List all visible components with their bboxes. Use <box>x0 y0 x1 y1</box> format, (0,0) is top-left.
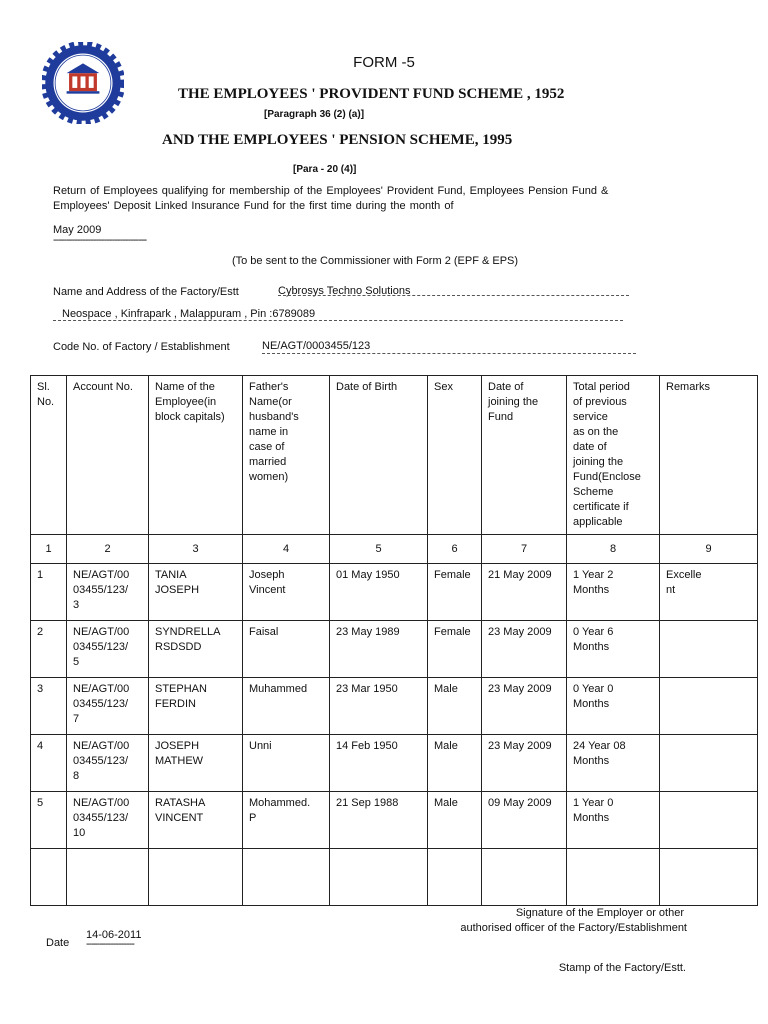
table-cell <box>330 678 428 735</box>
cell-text: Male <box>434 797 458 809</box>
table-cell <box>482 792 567 849</box>
cell-text: NE/AGT/00 03455/123/ 8 <box>73 740 130 782</box>
header-text: Date of joining the Fund <box>488 381 539 423</box>
table-cell <box>428 678 482 735</box>
table-cell <box>31 564 67 621</box>
cell-text: 3 <box>37 683 44 695</box>
stamp-caption: Stamp of the Factory/Estt. <box>558 962 686 974</box>
table-cell <box>482 678 567 735</box>
empty-cell <box>567 849 660 906</box>
table-cell <box>243 678 330 735</box>
column-number: 6 <box>428 535 482 564</box>
cell-text: STEPHAN FERDIN <box>155 683 207 710</box>
cell-text: 24 Year 08 Months <box>573 740 626 767</box>
cell-text: 01 May 1950 <box>336 569 400 581</box>
cell-text: 23 May 2009 <box>488 740 552 752</box>
scheme-title-eps: AND THE EMPLOYEES ' PENSION SCHEME, 1995 <box>162 132 513 148</box>
date-label: Date <box>46 937 70 949</box>
cell-text: RATASHA VINCENT <box>155 797 206 824</box>
table-cell <box>149 792 243 849</box>
table-cell <box>67 792 149 849</box>
table-cell <box>567 621 660 678</box>
cell-text: JOSEPH MATHEW <box>155 740 204 767</box>
table-cell <box>330 735 428 792</box>
column-number: 3 <box>149 535 243 564</box>
header-text: Sl. No. <box>37 381 55 408</box>
header-cell <box>482 376 567 535</box>
table-cell <box>428 564 482 621</box>
empty-cell <box>428 849 482 906</box>
table-cell <box>482 735 567 792</box>
column-number: 7 <box>482 535 567 564</box>
cell-text: Male <box>434 683 458 695</box>
empty-cell <box>31 849 67 906</box>
empty-cell <box>660 849 758 906</box>
cell-text: 21 May 2009 <box>488 569 552 581</box>
empty-cell <box>243 849 330 906</box>
cell-text: Female <box>434 569 471 581</box>
header-cell <box>428 376 482 535</box>
header-text: Total period of previous service as on the date of joining the Fund(Enclose Scheme certificate if applicable <box>573 381 641 528</box>
cell-text: Excelle nt <box>666 569 702 596</box>
table-row <box>31 621 758 678</box>
table-cell <box>243 621 330 678</box>
return-month: May 2009 <box>53 224 102 236</box>
column-number-row <box>31 535 758 564</box>
return-description: Return of Employees qualifying for membership of the Employees' Provident Fund, Employees Pension Fund & Employees' Deposit Linked Insurance Fund for the first time during the month of <box>53 185 609 212</box>
table-empty-row <box>31 849 758 906</box>
cell-text: Joseph Vincent <box>249 569 286 596</box>
table-cell <box>428 792 482 849</box>
column-number: 1 <box>31 535 67 564</box>
empty-cell <box>149 849 243 906</box>
table-cell <box>482 564 567 621</box>
table-row <box>31 564 758 621</box>
establishment-code-label: Code No. of Factory / Establishment <box>53 341 230 353</box>
cell-text: 1 <box>37 569 44 581</box>
date-value: 14-06-2011 <box>86 929 142 941</box>
signature-caption-line2: authorised officer of the Factory/Establishment <box>460 922 687 934</box>
month-underline: ----------------------------------- <box>53 234 147 246</box>
table-cell <box>567 678 660 735</box>
cell-text: 1 Year 0 Months <box>573 797 614 824</box>
header-cell <box>149 376 243 535</box>
column-number: 2 <box>67 535 149 564</box>
header-text: Sex <box>434 381 453 393</box>
cell-text: 2 <box>37 626 44 638</box>
header-cell <box>567 376 660 535</box>
table-cell <box>31 678 67 735</box>
cell-text: NE/AGT/00 03455/123/ 3 <box>73 569 130 611</box>
factory-address-value: Neospace , Kinfrapark , Malappuram , Pin :6789089 <box>62 308 316 320</box>
column-number: 4 <box>243 535 330 564</box>
cell-text: Mohammed. P <box>249 797 311 824</box>
cell-text: NE/AGT/00 03455/123/ 5 <box>73 626 130 668</box>
table-cell <box>330 792 428 849</box>
table-cell <box>660 792 758 849</box>
cell-text: 0 Year 6 Months <box>573 626 614 653</box>
cell-text: Faisal <box>249 626 279 638</box>
form-number: FORM -5 <box>353 54 415 71</box>
table-cell <box>428 621 482 678</box>
paragraph-reference-epf: [Paragraph 36 (2) (a)] <box>264 109 365 120</box>
table-cell <box>149 564 243 621</box>
paragraph-reference-eps: [Para - 20 (4)] <box>293 164 357 175</box>
establishment-code-underline <box>262 353 636 354</box>
table-cell <box>149 678 243 735</box>
establishment-code-value: NE/AGT/0003455/123 <box>262 340 371 352</box>
cell-text: 09 May 2009 <box>488 797 552 809</box>
header-cell <box>243 376 330 535</box>
cell-text: 0 Year 0 Months <box>573 683 614 710</box>
cell-text: NE/AGT/00 03455/123/ 10 <box>73 797 130 839</box>
column-number: 8 <box>567 535 660 564</box>
header-cell <box>67 376 149 535</box>
header-text: Remarks <box>666 381 711 393</box>
factory-name-label: Name and Address of the Factory/Estt <box>53 286 239 298</box>
table-cell <box>243 735 330 792</box>
cell-text: 1 Year 2 Months <box>573 569 614 596</box>
table-cell <box>149 735 243 792</box>
table-cell <box>660 564 758 621</box>
cell-text: 23 May 2009 <box>488 683 552 695</box>
cell-text: SYNDRELLA RSDSDD <box>155 626 221 653</box>
table-row <box>31 735 758 792</box>
cell-text: 5 <box>37 797 44 809</box>
cell-text: 23 May 1989 <box>336 626 400 638</box>
scheme-title-epf: THE EMPLOYEES ' PROVIDENT FUND SCHEME , 1952 <box>178 86 565 102</box>
table-cell <box>567 792 660 849</box>
header-cell <box>31 376 67 535</box>
column-number: 5 <box>330 535 428 564</box>
signature-caption-line1: Signature of the Employer or other <box>515 907 684 919</box>
cell-text: Unni <box>249 740 272 752</box>
column-number: 9 <box>660 535 758 564</box>
table-cell <box>67 678 149 735</box>
table-cell <box>67 621 149 678</box>
header-text: Account No. <box>73 381 133 393</box>
table-cell <box>567 735 660 792</box>
empty-cell <box>330 849 428 906</box>
cell-text: 23 Mar 1950 <box>336 683 398 695</box>
table-row <box>31 678 758 735</box>
cell-text: 14 Feb 1950 <box>336 740 398 752</box>
header-cell <box>660 376 758 535</box>
cell-text: 23 May 2009 <box>488 626 552 638</box>
date-underline: ------------------ <box>86 938 134 950</box>
table-row <box>31 792 758 849</box>
table-cell <box>243 792 330 849</box>
cell-text: Muhammed <box>249 683 308 695</box>
table-cell <box>660 621 758 678</box>
table-cell <box>67 735 149 792</box>
table-cell <box>67 564 149 621</box>
table-cell <box>660 678 758 735</box>
table-cell <box>330 621 428 678</box>
table-header-row <box>31 376 758 535</box>
header-text: Date of Birth <box>336 381 398 393</box>
cell-text: TANIA JOSEPH <box>155 569 200 596</box>
table-cell <box>567 564 660 621</box>
empty-cell <box>67 849 149 906</box>
cell-text: 21 Sep 1988 <box>336 797 399 809</box>
table-cell <box>482 621 567 678</box>
submission-note: (To be sent to the Commissioner with Form 2 (EPF & EPS) <box>231 255 519 267</box>
cell-text: 4 <box>37 740 44 752</box>
table-cell <box>330 564 428 621</box>
table-cell <box>243 564 330 621</box>
cell-text: Female <box>434 626 471 638</box>
table-cell <box>31 792 67 849</box>
empty-cell <box>482 849 567 906</box>
factory-name-underline <box>278 295 629 296</box>
table-cell <box>149 621 243 678</box>
table-cell <box>660 735 758 792</box>
table-cell <box>31 735 67 792</box>
table-cell <box>428 735 482 792</box>
table-cell <box>31 621 67 678</box>
cell-text: Male <box>434 740 458 752</box>
cell-text: NE/AGT/00 03455/123/ 7 <box>73 683 130 725</box>
header-text: Father's Name(or husband's name in case of married women) <box>249 381 299 483</box>
header-cell <box>330 376 428 535</box>
factory-name-value: Cybrosys Techno Solutions <box>278 285 411 297</box>
header-text: Name of the Employee(in block capitals) <box>155 381 225 423</box>
employee-table <box>30 375 758 906</box>
factory-address-underline <box>53 320 623 321</box>
